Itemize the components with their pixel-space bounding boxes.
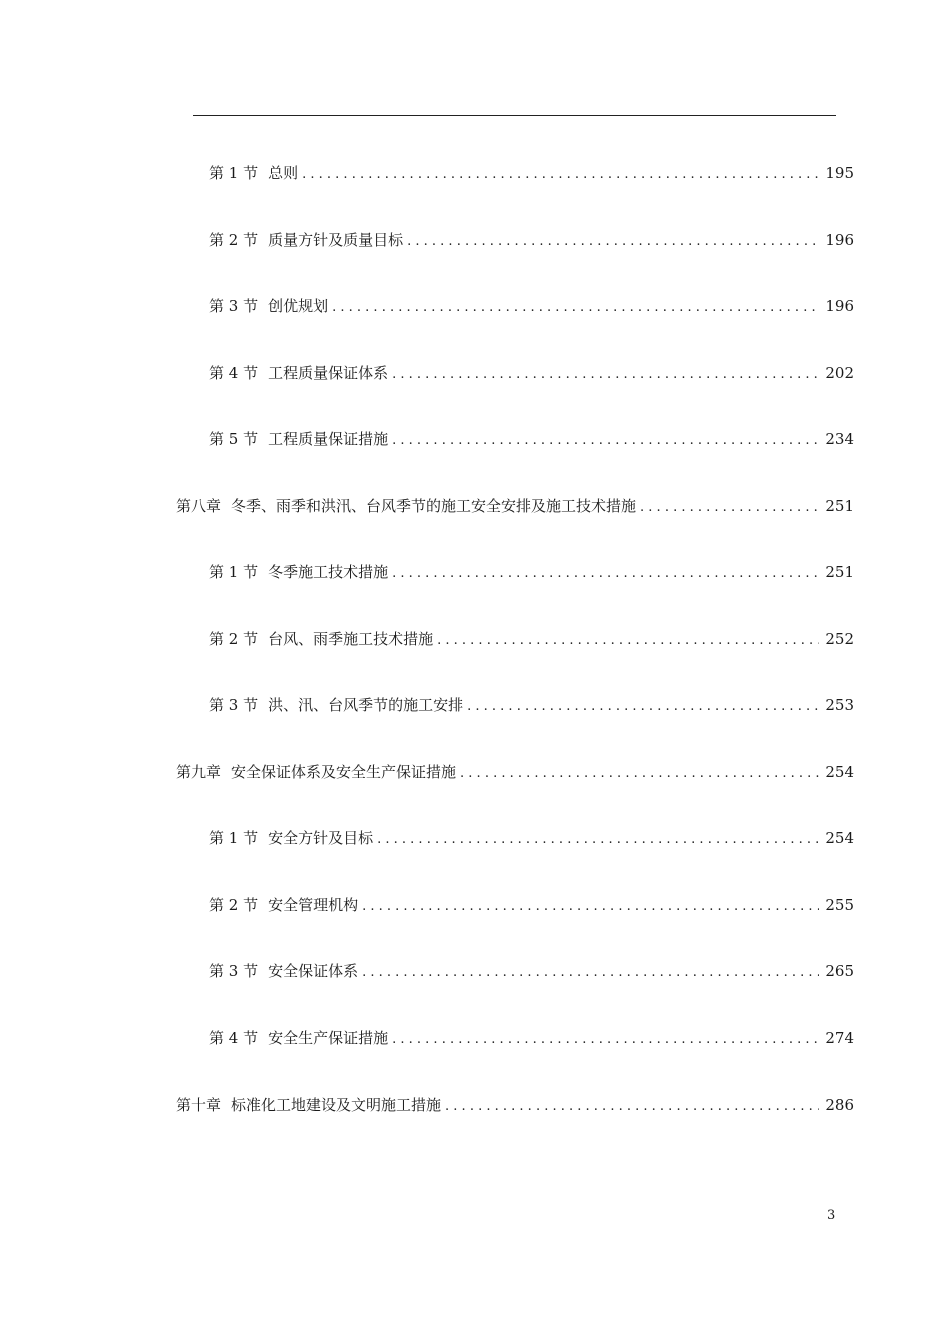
toc-dot-leader [392,430,819,452]
toc-entry[interactable] [209,428,854,450]
toc-chapter-entry[interactable] [176,495,854,517]
toc-entry[interactable] [209,628,854,650]
page-number: 3 [827,1208,836,1223]
toc-dot-leader [392,1029,819,1051]
toc-dot-leader [332,297,819,319]
toc-entry[interactable] [209,162,854,184]
toc-entry-number: 第 1 节 [209,563,259,581]
toc-entry-page: 251 [825,497,854,515]
toc-entry-page: 196 [825,231,854,249]
toc-entry-title: 质量方针及质量目标 [268,231,404,249]
toc-dot-leader [460,763,819,785]
toc-dot-leader [445,1096,819,1118]
toc-entry-number: 第 2 节 [209,630,259,648]
toc-entry-title: 工程质量保证措施 [268,430,389,448]
toc-dot-leader [362,962,819,984]
toc-dot-leader [362,896,819,918]
toc-entry-number: 第 3 节 [209,297,259,315]
toc-entry-number: 第 4 节 [209,364,259,382]
toc-entry[interactable] [209,561,854,583]
toc-entry-page: 196 [825,297,854,315]
toc-entry-title: 安全保证体系及安全生产保证措施 [231,763,457,781]
toc-dot-leader [407,231,819,253]
toc-entry[interactable] [209,295,854,317]
toc-entry-title: 洪、汛、台风季节的施工安排 [268,696,464,714]
toc-entry-page: 274 [825,1029,854,1047]
toc-entry-page: 251 [825,563,854,581]
toc-dot-leader [377,829,819,851]
toc-entry-title: 创优规划 [268,297,329,315]
toc-entry-number: 第 1 节 [209,164,259,182]
toc-entry[interactable] [209,694,854,716]
toc-entry-page: 195 [825,164,854,182]
toc-dot-leader [392,364,819,386]
header-rule [193,115,836,116]
toc-entry[interactable] [209,827,854,849]
toc-entry-title: 总则 [268,164,299,182]
toc-entry-page: 255 [825,896,854,914]
toc-entry-page: 202 [825,364,854,382]
toc-entry-page: 253 [825,696,854,714]
toc-chapter-entry[interactable] [176,761,854,783]
toc-entry-number: 第 5 节 [209,430,259,448]
toc-entry-number: 第 3 节 [209,962,259,980]
toc-entry-page: 265 [825,962,854,980]
toc-chapter-entry[interactable] [176,1094,854,1116]
toc-dot-leader [392,563,819,585]
toc-entry-title: 安全保证体系 [268,962,359,980]
toc-dot-leader [302,164,819,186]
toc-dot-leader [640,497,819,519]
toc-entry-number: 第 3 节 [209,696,259,714]
toc-entry-number: 第十章 [176,1096,222,1114]
toc-entry-number: 第八章 [176,497,222,515]
toc-dot-leader [467,696,819,718]
toc-entry-number: 第 4 节 [209,1029,259,1047]
toc-entry-number: 第 1 节 [209,829,259,847]
toc-entry-title: 台风、雨季施工技术措施 [268,630,434,648]
toc-entry-title: 冬季、雨季和洪汛、台风季节的施工安全安排及施工技术措施 [231,497,637,515]
toc-entry[interactable] [209,1027,854,1049]
toc-entry-title: 标准化工地建设及文明施工措施 [231,1096,442,1114]
toc-dot-leader [437,630,819,652]
toc-entry-page: 254 [825,829,854,847]
toc-entry-title: 安全生产保证措施 [268,1029,389,1047]
toc-entry[interactable] [209,362,854,384]
toc-entry-title: 安全方针及目标 [268,829,374,847]
toc-entry-page: 234 [825,430,854,448]
toc-entry[interactable] [209,960,854,982]
toc-entry-page: 254 [825,763,854,781]
toc-entry-number: 第九章 [176,763,222,781]
toc-entry-page: 286 [825,1096,854,1114]
toc-entry-title: 安全管理机构 [268,896,359,914]
toc-entry[interactable] [209,894,854,916]
toc-entry-title: 冬季施工技术措施 [268,563,389,581]
toc-entry-number: 第 2 节 [209,231,259,249]
toc-entry[interactable] [209,229,854,251]
toc-entry-number: 第 2 节 [209,896,259,914]
toc-entry-page: 252 [825,630,854,648]
toc-entry-title: 工程质量保证体系 [268,364,389,382]
